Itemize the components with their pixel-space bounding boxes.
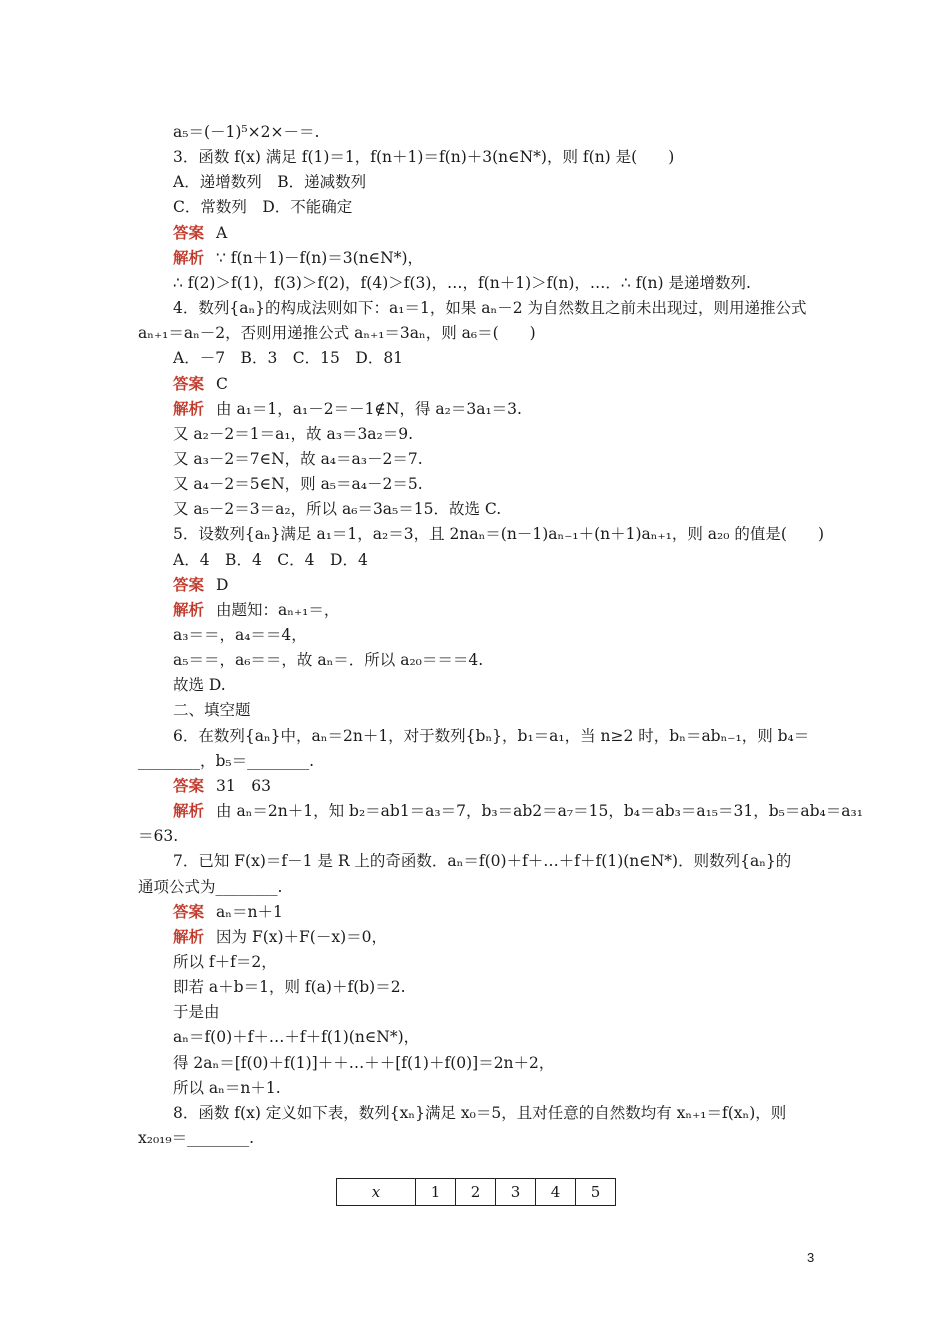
table-cell: 3 xyxy=(496,1179,536,1206)
text-line xyxy=(173,297,853,319)
text-line xyxy=(173,247,853,269)
line-text: 又 a₃－2＝7∈N，故 a₄＝a₃－2＝7. xyxy=(173,449,423,468)
text-line xyxy=(173,272,853,294)
text-line xyxy=(173,901,853,923)
line-text: ∵ f(n＋1)－f(n)＝3(n∈N*)， xyxy=(216,248,424,267)
line-text: 3．函数 f(x) 满足 f(1)＝1，f(n＋1)＝f(n)＋3(n∈N*)，则 f(n) 是( ) xyxy=(173,148,675,167)
text-line xyxy=(173,398,853,420)
label-tag: 解析 xyxy=(173,600,205,619)
text-line xyxy=(173,498,853,520)
line-text: aₙ₊₁＝aₙ－2，否则用递推公式 aₙ₊₁＝3aₙ，则 a₆＝( ) xyxy=(138,324,536,343)
line-text: x₂₀₁₉＝________. xyxy=(138,1129,255,1147)
label-tag: 答案 xyxy=(173,575,205,594)
line-text: 由题知：aₙ₊₁＝， xyxy=(216,600,340,619)
line-text: 又 a₄－2＝5∈N，则 a₅＝a₄－2＝5. xyxy=(173,475,423,494)
line-text: 通项公式为________. xyxy=(138,877,283,896)
text-line xyxy=(173,171,853,193)
text-line xyxy=(138,750,818,772)
table-header-cell: x xyxy=(337,1179,416,1206)
text-line xyxy=(138,322,818,344)
text-line xyxy=(173,523,853,545)
text-line xyxy=(173,775,853,797)
text-line xyxy=(173,146,853,168)
text-line xyxy=(173,373,853,395)
text-line xyxy=(173,725,853,747)
line-text: A．4 B．4 C．4 D．4 xyxy=(173,550,368,569)
line-text: A．－7 B．3 C．15 D．81 xyxy=(173,349,404,368)
text-line xyxy=(173,674,853,696)
text-line xyxy=(173,599,853,621)
label-tag: 答案 xyxy=(173,374,205,393)
line-text: 7．已知 F(x)＝f－1 是 R 上的奇函数．aₙ＝f(0)＋f＋…＋f＋f(1)(n∈N*)．则数列{aₙ}的 xyxy=(173,852,792,871)
line-text: 由 aₙ＝2n＋1，知 b₂＝ab1＝a₃＝7，b₃＝ab2＝a₇＝15，b₄＝ab₃＝a₁₅＝31，b₅＝ab₄＝a₃₁ xyxy=(216,802,863,821)
line-text: A．递增数列 B．递减数列 xyxy=(173,173,367,192)
line-text: 31 63 xyxy=(216,776,271,795)
line-text: a₅＝＝，a₆＝＝，故 aₙ＝．所以 a₂₀＝＝＝4. xyxy=(173,651,484,670)
line-text: D xyxy=(216,575,229,594)
text-line xyxy=(173,448,853,470)
line-text: A xyxy=(216,223,228,242)
text-line xyxy=(173,976,853,998)
text-line xyxy=(173,1052,853,1074)
line-text: aₙ＝f(0)＋f＋…＋f＋f(1)(n∈N*)， xyxy=(173,1028,420,1047)
text-line xyxy=(173,1077,853,1099)
text-line xyxy=(173,549,853,571)
text-line xyxy=(173,926,853,948)
text-line xyxy=(173,699,853,721)
text-line xyxy=(173,121,853,143)
page-number: 3 xyxy=(807,1250,815,1265)
text-line xyxy=(173,649,853,671)
line-text: a₃＝＝，a₄＝＝4， xyxy=(173,626,307,644)
text-line xyxy=(138,876,818,898)
line-text: 二、填空题 xyxy=(173,701,251,720)
text-line xyxy=(173,473,853,495)
line-text: 所以 aₙ＝n＋1. xyxy=(173,1078,281,1097)
label-tag: 解析 xyxy=(173,802,205,821)
text-line xyxy=(173,347,853,369)
text-line xyxy=(173,196,853,218)
line-text: 又 a₂－2＝1＝a₁，故 a₃＝3a₂＝9. xyxy=(173,424,414,443)
line-text: 得 2aₙ＝[f(0)＋f(1)]＋＋…＋＋[f(1)＋f(0)]＝2n＋2， xyxy=(173,1053,555,1072)
line-text: 所以 f＋f＝2， xyxy=(173,952,277,971)
label-tag: 答案 xyxy=(173,223,205,242)
line-text: 8．函数 f(x) 定义如下表，数列{xₙ}满足 x₀＝5，且对任意的自然数均有 xₙ₊₁＝f(xₙ)，则 xyxy=(173,1103,787,1122)
table-cell: 2 xyxy=(456,1179,496,1206)
line-text: 于是由 xyxy=(173,1003,220,1022)
line-text: C xyxy=(216,374,228,393)
text-line xyxy=(173,624,853,646)
label-tag: 答案 xyxy=(173,902,205,921)
line-text: a₅＝(－1)⁵×2×－＝. xyxy=(173,123,320,141)
text-line xyxy=(173,222,853,244)
text-line xyxy=(173,423,853,445)
function-table xyxy=(336,1178,616,1206)
line-text: 又 a₅－2＝3＝a₂，所以 a₆＝3a₅＝15．故选 C. xyxy=(173,500,502,519)
line-text: 由 a₁＝1，a₁－2＝－1∉N，得 a₂＝3a₁＝3. xyxy=(216,399,522,418)
line-text: ________，b₅＝________. xyxy=(138,751,315,770)
text-line xyxy=(173,951,853,973)
text-line xyxy=(173,800,863,822)
text-line xyxy=(138,1127,818,1149)
line-text: C．常数列 D．不能确定 xyxy=(173,198,353,217)
label-tag: 答案 xyxy=(173,776,205,795)
line-text: ∴ f(2)＞f(1)，f(3)＞f(2)，f(4)＞f(3)，…，f(n＋1)＞f(n)，…．∴ f(n) 是递增数列. xyxy=(173,273,751,292)
line-text: 故选 D. xyxy=(173,676,226,695)
text-line xyxy=(173,574,853,596)
text-line xyxy=(138,825,818,847)
text-line xyxy=(173,1102,853,1124)
label-tag: 解析 xyxy=(173,248,205,267)
label-tag: 解析 xyxy=(173,927,205,946)
line-text: 因为 F(x)＋F(－x)＝0， xyxy=(216,927,387,946)
line-text: 4．数列{aₙ}的构成法则如下：a₁＝1，如果 aₙ－2 为自然数且之前未出现过，则用递推公式 xyxy=(173,299,807,318)
table-cell: 5 xyxy=(576,1179,616,1206)
line-text: aₙ＝n＋1 xyxy=(216,902,283,921)
table-cell: 4 xyxy=(536,1179,576,1206)
text-line xyxy=(173,850,853,872)
table-row xyxy=(337,1179,616,1206)
text-line xyxy=(173,1001,853,1023)
line-text: 即若 a＋b＝1，则 f(a)＋f(b)＝2. xyxy=(173,978,406,997)
line-text: ＝63. xyxy=(138,827,179,846)
text-line xyxy=(173,1026,853,1048)
line-text: 6．在数列{aₙ}中，aₙ＝2n＋1，对于数列{bₙ}，b₁＝a₁，当 n≥2 时，bₙ＝abₙ₋₁，则 b₄＝ xyxy=(173,726,810,745)
line-text: 5．设数列{aₙ}满足 a₁＝1，a₂＝3，且 2naₙ＝(n－1)aₙ₋₁＋(n＋1)aₙ₊₁，则 a₂₀ 的值是( ) xyxy=(173,525,824,544)
label-tag: 解析 xyxy=(173,399,205,418)
table-cell: 1 xyxy=(416,1179,456,1206)
